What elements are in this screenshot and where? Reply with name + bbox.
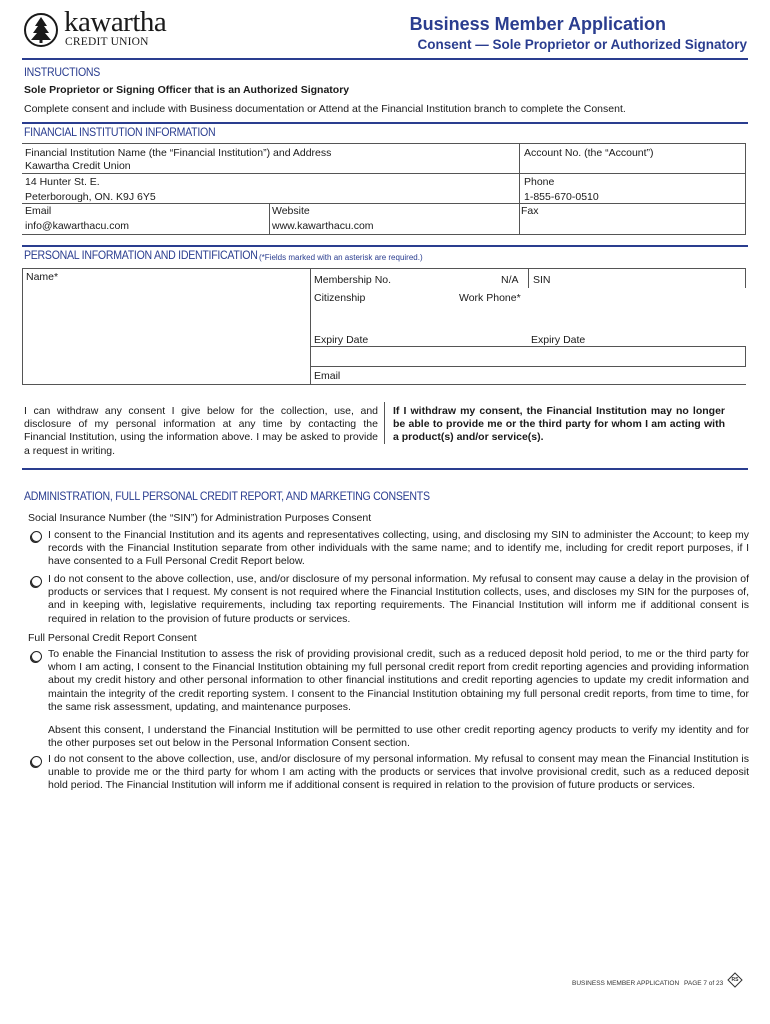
withdraw-right: If I withdraw my consent, the Financial Institution may no longer be able to provide me or the third party for whom I am acting with a product(s) and/or service(s). xyxy=(393,405,725,444)
fi-phone-label: Phone xyxy=(524,176,555,188)
personal-sin-divider xyxy=(528,268,529,288)
page-subtitle: Consent — Sole Proprietor or Authorized Signatory xyxy=(417,37,747,52)
work-phone-label: Work Phone* xyxy=(459,292,521,304)
personal-left-line xyxy=(22,268,23,384)
instructions-text: Complete consent and include with Business documentation or Attend at the Financial Institution branch to complete the Consent. xyxy=(24,103,626,115)
expiry-date-1-label: Expiry Date xyxy=(314,334,369,346)
membership-label: Membership No. xyxy=(314,274,392,286)
admin-rule xyxy=(22,468,748,470)
fi-row-line-1 xyxy=(22,173,746,174)
personal-right-line xyxy=(745,268,746,288)
instructions-heading: INSTRUCTIONS xyxy=(24,67,101,79)
fi-name-label: Financial Institution Name (the “Financial Institution”) and Address xyxy=(25,147,332,159)
fi-website-label: Website xyxy=(272,205,310,217)
footer-page-total: 23 xyxy=(716,980,724,987)
fi-fax-label: Fax xyxy=(521,205,539,217)
personal-right-line-2 xyxy=(745,346,746,366)
sin-consent-heading: Social Insurance Number (the “SIN”) for Administration Purposes Consent xyxy=(28,512,372,524)
fi-email-label: Email xyxy=(25,205,52,217)
fi-address2[interactable]: Peterborough, ON. K9J 6Y5 xyxy=(25,191,156,203)
withdraw-left: I can withdraw any consent I give below for the collection, use, and disclosure of my personal information at any time by contacting the Financial Institution, using the information above. I may be asked to provide a request in writing. xyxy=(24,405,378,457)
expiry-date-2-label: Expiry Date xyxy=(531,334,586,346)
personal-row-line-3 xyxy=(22,384,746,385)
credit-decline-radio[interactable] xyxy=(31,756,42,767)
sin-decline-text: I do not consent to the above collection, use, and/or disclosure of my personal information. My refusal to consent may cause a delay in the provision of products or services that I request. My consent is not required where the Financial Institution collects, uses, and discloses my SIN for the purposes of, and in keeping with, legislative requirements, including tax reporting requirements. The Financial Institution will inform me if additional consent is required in relation to the provision of future products or services. xyxy=(48,573,749,625)
fi-rule xyxy=(22,122,748,124)
personal-row-line-2 xyxy=(310,366,746,367)
footer-badge-text: RS xyxy=(731,977,739,983)
fi-email-divider xyxy=(269,203,270,235)
sin-consent-radio[interactable] xyxy=(31,531,42,542)
citizenship-label: Citizenship xyxy=(314,292,366,304)
credit-consent-radio[interactable] xyxy=(31,651,42,662)
logo-sub: CREDIT UNION xyxy=(65,36,149,48)
fi-heading: FINANCIAL INSTITUTION INFORMATION xyxy=(24,127,216,139)
name-label: Name* xyxy=(26,271,59,283)
credit-decline-text: I do not consent to the above collection, use, and/or disclosure of my personal information. My refusal to consent may mean the Financial Institution is unable to provide me or the third party for whom I am acting with the products or services that involve provisional credit, such as a reduced deposit hold period. The Financial Institution will inform me if additional consent is required in relation to the provision of future products or services. xyxy=(48,753,749,792)
fi-phone-value[interactable]: 1-855-670-0510 xyxy=(524,191,599,203)
email-label: Email xyxy=(314,370,341,382)
header-rule xyxy=(22,58,748,60)
tree-logo-icon xyxy=(24,12,58,48)
logo-name: kawartha xyxy=(64,6,167,38)
personal-note: (*Fields marked with an asterisk are required.) xyxy=(259,253,423,262)
fi-address1[interactable]: 14 Hunter St. E. xyxy=(25,176,100,188)
fi-website-value[interactable]: www.kawarthacu.com xyxy=(272,220,374,232)
credit-consent-heading: Full Personal Credit Report Consent xyxy=(28,632,197,644)
logo xyxy=(24,6,194,50)
withdraw-divider xyxy=(384,402,385,444)
membership-value[interactable]: N/A xyxy=(501,274,519,286)
personal-top-line xyxy=(22,268,746,269)
sin-label: SIN xyxy=(533,274,551,286)
personal-row-line-1 xyxy=(310,346,746,347)
personal-rule xyxy=(22,245,748,247)
page-title: Business Member Application xyxy=(409,14,666,34)
sin-consent-text: I consent to the Financial Institution and its agents and representatives collecting, using, and disclosing my SIN to administer the Account; to keep my records with the Financial Institution separate from other individuals with the same name; and to identify me, including for credit report purposes, if I have consented to a Full Personal Credit Report below. xyxy=(48,529,749,568)
sin-decline-radio[interactable] xyxy=(31,576,42,587)
footer-form-name: BUSINESS MEMBER APPLICATION xyxy=(572,980,680,987)
footer-page-label: PAGE 7 of xyxy=(684,980,715,987)
credit-consent-text: To enable the Financial Institution to assess the risk of providing provisional credit, such as a reduced deposit hold period, to me or the third party for whom I am acting, I consent to the Financial Institution obtaining my full personal credit report from credit reporting agencies and providing information about my credit history and other personal information to other financial institutions and credit reporting agencies to update my credit information and maintain the integrity of the credit reporting system. I consent to the Financial Institution obtaining my full personal credit reports, from time to time, for the same risk assessment, updating, and maintenance purposes. xyxy=(48,648,749,713)
fi-email-value[interactable]: info@kawarthacu.com xyxy=(25,220,130,232)
fi-name-value[interactable]: Kawartha Credit Union xyxy=(25,160,131,172)
fi-col-divider xyxy=(519,143,520,235)
footer-badge xyxy=(727,972,743,988)
admin-heading: ADMINISTRATION, FULL PERSONAL CREDIT REPORT, AND MARKETING CONSENTS xyxy=(24,491,430,503)
credit-absent-text: Absent this consent, I understand the Financial Institution will be permitted to use other credit reporting agency products to verify my identity and for the other purposes set out below in the Personal Information Consent section. xyxy=(48,724,749,750)
fi-account-label: Account No. (the “Account”) xyxy=(524,147,654,159)
instructions-bold: Sole Proprietor or Signing Officer that is an Authorized Signatory xyxy=(24,84,350,96)
personal-heading: PERSONAL INFORMATION AND IDENTIFICATION xyxy=(24,250,258,262)
